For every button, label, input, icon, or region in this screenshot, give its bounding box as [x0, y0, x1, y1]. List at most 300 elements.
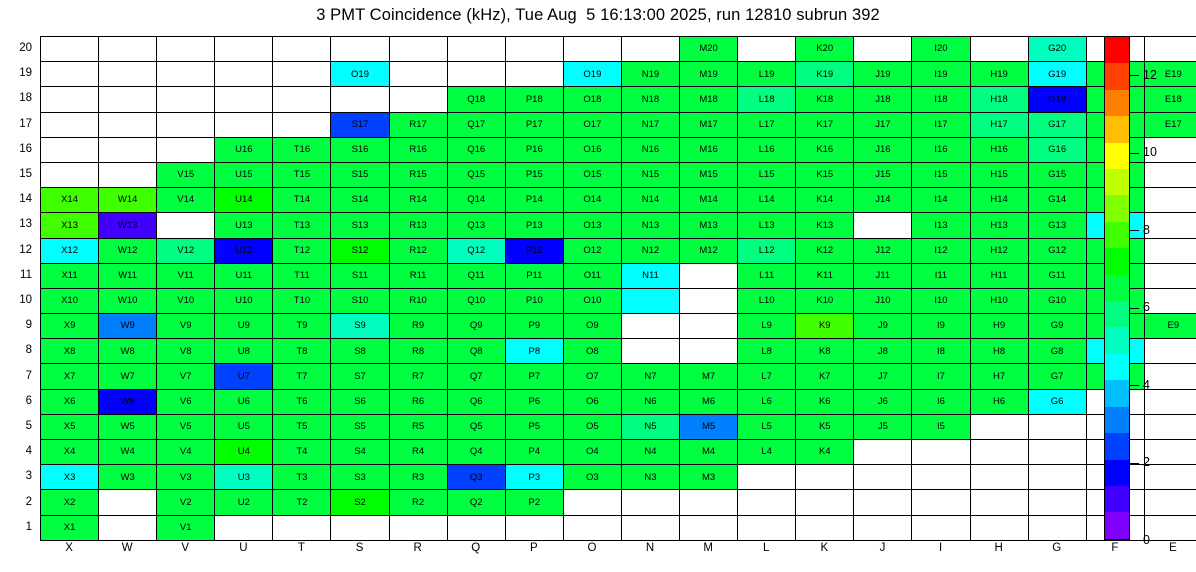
heatmap-cell [970, 465, 1028, 490]
heatmap-cell: T8 [273, 339, 331, 364]
heatmap-cell [738, 37, 796, 62]
heatmap-cell: T15 [273, 162, 331, 187]
x-axis-tick-label: K [820, 542, 829, 554]
heatmap-cell: N5 [621, 414, 679, 439]
y-axis-tick-label: 11 [20, 268, 32, 281]
colorbar-tick-mark [1130, 153, 1139, 154]
colorbar-tick [1130, 300, 1150, 314]
heatmap-cell: X2 [41, 490, 99, 515]
heatmap-cell: H11 [970, 263, 1028, 288]
x-axis-tick-label: J [879, 542, 886, 554]
y-axis-tick-label: 6 [25, 394, 32, 407]
heatmap-row [41, 37, 1196, 62]
y-axis-tick-label: 19 [19, 67, 32, 80]
heatmap-cell [157, 62, 215, 87]
colorbar-segment [1105, 222, 1129, 248]
heatmap-cell: Q13 [447, 213, 505, 238]
heatmap-cell: R12 [389, 238, 447, 263]
heatmap-cell: X8 [41, 339, 99, 364]
heatmap-cell [99, 62, 157, 87]
heatmap-cell: P16 [505, 137, 563, 162]
heatmap-cell: P18 [505, 87, 563, 112]
heatmap-cell: M12 [680, 238, 738, 263]
heatmap-cell [41, 162, 99, 187]
heatmap-cell: S13 [331, 213, 389, 238]
y-axis-tick-label: 17 [19, 117, 32, 130]
colorbar-segment [1105, 248, 1129, 274]
heatmap-cell [99, 37, 157, 62]
heatmap-cell: X4 [41, 440, 99, 465]
y-axis-tick-label: 5 [25, 420, 32, 432]
heatmap-cell [680, 314, 738, 339]
heatmap-cell: M4 [680, 440, 738, 465]
heatmap-cell: P3 [505, 465, 563, 490]
heatmap-cell: V3 [157, 465, 215, 490]
x-axis-tick-label: T [297, 542, 305, 554]
x-axis-tick-label: X [65, 542, 73, 554]
heatmap-cell: T5 [273, 414, 331, 439]
heatmap-cell [680, 515, 738, 540]
heatmap-cell [99, 112, 157, 137]
colorbar-tick-mark [1130, 308, 1139, 309]
heatmap-cell: K13 [796, 213, 854, 238]
heatmap-cell: W10 [99, 288, 157, 313]
heatmap-cell: U11 [215, 263, 273, 288]
heatmap-cell [447, 515, 505, 540]
heatmap-cell: P10 [505, 288, 563, 313]
colorbar-tick [1130, 223, 1150, 237]
heatmap-cell: H6 [970, 389, 1028, 414]
heatmap-cell [99, 490, 157, 515]
heatmap-cell [215, 62, 273, 87]
heatmap-cell: K12 [796, 238, 854, 263]
heatmap-cell: Q18 [447, 87, 505, 112]
heatmap-cell: R9 [389, 314, 447, 339]
heatmap-cell: J9 [854, 314, 912, 339]
heatmap-cell [273, 37, 331, 62]
heatmap-cell: T11 [273, 263, 331, 288]
colorbar-tick-mark [1130, 385, 1139, 386]
heatmap-cell: W14 [99, 188, 157, 213]
heatmap-cell: L18 [738, 87, 796, 112]
y-axis-tick-label: 10 [19, 294, 32, 306]
heatmap-cell: O12 [563, 238, 621, 263]
heatmap-cell: E17 [1144, 112, 1196, 137]
y-axis-labels [0, 36, 36, 540]
heatmap-cell: O11 [563, 263, 621, 288]
heatmap-cell: X9 [41, 314, 99, 339]
heatmap-cell: X1 [41, 515, 99, 540]
colorbar-tick [1130, 145, 1157, 159]
heatmap-cell: O3 [563, 465, 621, 490]
heatmap-cell: J11 [854, 263, 912, 288]
heatmap-cell: O5 [563, 414, 621, 439]
heatmap-row [41, 263, 1196, 288]
heatmap-cell: G14 [1028, 188, 1086, 213]
heatmap-cell [680, 490, 738, 515]
heatmap-cell [389, 62, 447, 87]
colorbar-tick-value: 12 [1143, 67, 1157, 82]
heatmap-cell: J15 [854, 162, 912, 187]
heatmap-cell: O13 [563, 213, 621, 238]
heatmap-cell: O18 [563, 87, 621, 112]
heatmap-cell: R16 [389, 137, 447, 162]
heatmap-cell: S16 [331, 137, 389, 162]
heatmap-row [41, 515, 1196, 540]
heatmap-cell: N12 [621, 238, 679, 263]
heatmap-cell: T16 [273, 137, 331, 162]
heatmap-cell: X11 [41, 263, 99, 288]
heatmap-cell [680, 339, 738, 364]
heatmap-cell [41, 112, 99, 137]
heatmap-cell: M18 [680, 87, 738, 112]
heatmap-cell [621, 288, 679, 313]
heatmap-row [41, 288, 1196, 313]
heatmap-cell [157, 137, 215, 162]
heatmap-cell [389, 515, 447, 540]
heatmap-cell: K14 [796, 188, 854, 213]
colorbar-tick-mark [1130, 540, 1139, 541]
heatmap-cell: W3 [99, 465, 157, 490]
heatmap-cell: I20 [912, 37, 970, 62]
heatmap-cell: I14 [912, 188, 970, 213]
heatmap-cell: T12 [273, 238, 331, 263]
heatmap-cell: P2 [505, 490, 563, 515]
heatmap-cell: M3 [680, 465, 738, 490]
heatmap-cell: V4 [157, 440, 215, 465]
heatmap-cell: X13 [41, 213, 99, 238]
colorbar-segment [1105, 90, 1129, 116]
heatmap-cell [738, 490, 796, 515]
heatmap-cell: P4 [505, 440, 563, 465]
heatmap-cell [854, 213, 912, 238]
heatmap-cell: I9 [912, 314, 970, 339]
colorbar-segment [1105, 169, 1129, 195]
x-axis-tick-label: F [1111, 542, 1119, 554]
heatmap-cell: R13 [389, 213, 447, 238]
heatmap-cell: U14 [215, 188, 273, 213]
heatmap-cell: H19 [970, 62, 1028, 87]
colorbar-tick-value: 0 [1143, 533, 1150, 547]
heatmap-cell: X10 [41, 288, 99, 313]
y-axis-tick-label: 13 [19, 218, 32, 231]
heatmap-cell: H18 [970, 87, 1028, 112]
heatmap-cell: U3 [215, 465, 273, 490]
heatmap-cell: I8 [912, 339, 970, 364]
colorbar-segment [1105, 327, 1129, 353]
heatmap-cell [912, 440, 970, 465]
colorbar-segment [1105, 301, 1129, 327]
heatmap-cell: S3 [331, 465, 389, 490]
heatmap-cell: O10 [563, 288, 621, 313]
heatmap-cell: Q12 [447, 238, 505, 263]
heatmap-cell: I17 [912, 112, 970, 137]
y-axis-tick-label: 4 [25, 445, 32, 458]
heatmap-cell: L16 [738, 137, 796, 162]
heatmap-cell: S9 [331, 314, 389, 339]
heatmap-cell: T2 [273, 490, 331, 515]
heatmap-cell: L12 [738, 238, 796, 263]
colorbar-tick [1130, 455, 1150, 469]
heatmap-cell: M19 [680, 62, 738, 87]
heatmap-row [41, 62, 1196, 87]
heatmap-cell: R5 [389, 414, 447, 439]
heatmap-cell [1028, 440, 1086, 465]
heatmap-cell: Q8 [447, 339, 505, 364]
heatmap-row [41, 112, 1196, 137]
heatmap-cell: M20 [680, 37, 738, 62]
heatmap-row [41, 314, 1196, 339]
chart-title: 3 PMT Coincidence (kHz), Tue Aug 5 16:13:00 2025, run 12810 subrun 392 [316, 6, 880, 24]
heatmap-cell: W11 [99, 263, 157, 288]
heatmap-cell: T4 [273, 440, 331, 465]
heatmap-cell: O9 [563, 314, 621, 339]
y-axis-tick-label: 2 [25, 495, 32, 508]
heatmap-cell: J8 [854, 339, 912, 364]
heatmap-cell: M14 [680, 188, 738, 213]
heatmap-cell: R2 [389, 490, 447, 515]
heatmap-cell: Q7 [447, 364, 505, 389]
heatmap-cell [680, 288, 738, 313]
heatmap-cell: V5 [157, 414, 215, 439]
heatmap-cell: N16 [621, 137, 679, 162]
heatmap-cell: M7 [680, 364, 738, 389]
heatmap-cell: T10 [273, 288, 331, 313]
heatmap-cell: R4 [389, 440, 447, 465]
heatmap-cell: R17 [389, 112, 447, 137]
heatmap-cell: R14 [389, 188, 447, 213]
heatmap-cell: M6 [680, 389, 738, 414]
heatmap-cell [854, 37, 912, 62]
heatmap-cell: I11 [912, 263, 970, 288]
heatmap-cell: H17 [970, 112, 1028, 137]
heatmap-cell: J17 [854, 112, 912, 137]
heatmap-cell: N4 [621, 440, 679, 465]
colorbar-tick-value: 10 [1143, 145, 1157, 160]
heatmap-cell [854, 490, 912, 515]
heatmap-cell: G20 [1028, 37, 1086, 62]
heatmap-cell: N15 [621, 162, 679, 187]
heatmap-cell: G6 [1028, 389, 1086, 414]
heatmap-cell: H10 [970, 288, 1028, 313]
heatmap-cell: J14 [854, 188, 912, 213]
heatmap-cell: U7 [215, 364, 273, 389]
heatmap-cell [796, 490, 854, 515]
heatmap-cell [41, 87, 99, 112]
heatmap-cell: I10 [912, 288, 970, 313]
heatmap-cell: K16 [796, 137, 854, 162]
heatmap-cell: O14 [563, 188, 621, 213]
heatmap-cell [854, 465, 912, 490]
heatmap-cell: M16 [680, 137, 738, 162]
heatmap-cell: W5 [99, 414, 157, 439]
heatmap-cell: K10 [796, 288, 854, 313]
heatmap-cell [505, 515, 563, 540]
colorbar-tick-value: 6 [1143, 300, 1150, 315]
heatmap-cell: P13 [505, 213, 563, 238]
heatmap-cell [621, 515, 679, 540]
heatmap-cell: S17 [331, 112, 389, 137]
heatmap-cell: S7 [331, 364, 389, 389]
heatmap-cell: H12 [970, 238, 1028, 263]
heatmap-cell [796, 465, 854, 490]
heatmap-cell: H15 [970, 162, 1028, 187]
heatmap-cell: P17 [505, 112, 563, 137]
x-axis-tick-label: O [587, 542, 597, 554]
heatmap-cell [1028, 515, 1086, 540]
heatmap-cell [215, 87, 273, 112]
heatmap-cell: X5 [41, 414, 99, 439]
heatmap-cell: V15 [157, 162, 215, 187]
heatmap-cell: G16 [1028, 137, 1086, 162]
heatmap-cell [99, 87, 157, 112]
heatmap-cell [970, 414, 1028, 439]
heatmap-cell [621, 37, 679, 62]
heatmap-cell: K18 [796, 87, 854, 112]
heatmap-plot-area [40, 36, 1182, 540]
heatmap-row [41, 213, 1196, 238]
heatmap-cell: Q11 [447, 263, 505, 288]
colorbar-tick [1130, 533, 1150, 547]
y-axis-tick-label: 18 [19, 92, 32, 105]
colorbar-segment [1105, 407, 1129, 433]
heatmap-cell: V1 [157, 515, 215, 540]
heatmap-cell: T13 [273, 213, 331, 238]
x-axis-tick-label: V [181, 542, 190, 554]
y-axis-tick-label: 7 [25, 369, 32, 382]
heatmap-cell: T7 [273, 364, 331, 389]
heatmap-cell [157, 213, 215, 238]
colorbar-segment [1105, 380, 1129, 406]
colorbar-tick-value: 2 [1143, 455, 1150, 470]
heatmap-cell: O8 [563, 339, 621, 364]
heatmap-cell [273, 62, 331, 87]
heatmap-cell: O4 [563, 440, 621, 465]
colorbar-segment [1105, 354, 1129, 380]
heatmap-cell: R6 [389, 389, 447, 414]
heatmap-cell: L6 [738, 389, 796, 414]
heatmap-cell: G17 [1028, 112, 1086, 137]
heatmap-cell: L13 [738, 213, 796, 238]
heatmap-cell: N6 [621, 389, 679, 414]
heatmap-cell: Q16 [447, 137, 505, 162]
heatmap-grid [40, 36, 1196, 541]
heatmap-cell [912, 515, 970, 540]
heatmap-cell: K15 [796, 162, 854, 187]
heatmap-cell [563, 490, 621, 515]
heatmap-cell: W8 [99, 339, 157, 364]
heatmap-cell [41, 62, 99, 87]
heatmap-row [41, 238, 1196, 263]
heatmap-cell: K5 [796, 414, 854, 439]
heatmap-cell [738, 515, 796, 540]
colorbar-tick-value: 4 [1143, 377, 1150, 392]
heatmap-cell: M5 [680, 414, 738, 439]
heatmap-cell: H8 [970, 339, 1028, 364]
heatmap-cell: S11 [331, 263, 389, 288]
y-axis-tick-label: 1 [25, 520, 32, 533]
heatmap-cell [1028, 414, 1086, 439]
heatmap-cell: S5 [331, 414, 389, 439]
heatmap-cell: N19 [621, 62, 679, 87]
heatmap-cell: G8 [1028, 339, 1086, 364]
y-axis-tick-label: 14 [19, 193, 32, 206]
y-axis-tick-label: 9 [25, 319, 32, 332]
heatmap-cell: U9 [215, 314, 273, 339]
heatmap-cell: S6 [331, 389, 389, 414]
colorbar-segment [1105, 195, 1129, 221]
heatmap-cell: L14 [738, 188, 796, 213]
colorbar-tick-mark [1130, 463, 1139, 464]
heatmap-cell: W4 [99, 440, 157, 465]
heatmap-cell: S4 [331, 440, 389, 465]
heatmap-cell: H13 [970, 213, 1028, 238]
x-axis-tick-label: H [994, 542, 1003, 554]
heatmap-cell [389, 87, 447, 112]
heatmap-cell: X7 [41, 364, 99, 389]
heatmap-cell: T14 [273, 188, 331, 213]
heatmap-cell: J5 [854, 414, 912, 439]
colorbar-tick-value: 8 [1143, 222, 1150, 237]
heatmap-cell: S2 [331, 490, 389, 515]
heatmap-cell [157, 87, 215, 112]
heatmap-cell: R7 [389, 364, 447, 389]
heatmap-cell: I5 [912, 414, 970, 439]
heatmap-cell: P7 [505, 364, 563, 389]
heatmap-cell: R15 [389, 162, 447, 187]
heatmap-cell: G9 [1028, 314, 1086, 339]
heatmap-cell [157, 112, 215, 137]
heatmap-cell: X3 [41, 465, 99, 490]
colorbar-segment [1105, 116, 1129, 142]
heatmap-cell [41, 37, 99, 62]
x-axis-tick-label: Q [471, 542, 481, 554]
heatmap-cell: Q17 [447, 112, 505, 137]
heatmap-cell: R8 [389, 339, 447, 364]
heatmap-cell: L19 [738, 62, 796, 87]
colorbar-segment [1105, 460, 1129, 486]
heatmap-cell: U15 [215, 162, 273, 187]
heatmap-cell: G10 [1028, 288, 1086, 313]
heatmap-cell: L11 [738, 263, 796, 288]
heatmap-cell: L7 [738, 364, 796, 389]
heatmap-cell: S14 [331, 188, 389, 213]
heatmap-cell [970, 37, 1028, 62]
heatmap-cell [273, 112, 331, 137]
heatmap-cell [505, 62, 563, 87]
heatmap-cell: Q10 [447, 288, 505, 313]
heatmap-cell: Q3 [447, 465, 505, 490]
heatmap-cell: G18 [1028, 87, 1086, 112]
heatmap-cell: K20 [796, 37, 854, 62]
heatmap-cell: N14 [621, 188, 679, 213]
heatmap-cell: X14 [41, 188, 99, 213]
heatmap-cell: K8 [796, 339, 854, 364]
heatmap-cell [389, 37, 447, 62]
heatmap-cell: V10 [157, 288, 215, 313]
heatmap-cell: O19 [563, 62, 621, 87]
heatmap-cell: U6 [215, 389, 273, 414]
heatmap-cell: K9 [796, 314, 854, 339]
heatmap-cell: L5 [738, 414, 796, 439]
heatmap-cell: V14 [157, 188, 215, 213]
x-axis-tick-label: E [1169, 542, 1177, 554]
heatmap-cell: E9 [1144, 314, 1196, 339]
heatmap-cell [680, 263, 738, 288]
heatmap-cell: S15 [331, 162, 389, 187]
heatmap-cell: V2 [157, 490, 215, 515]
y-axis-tick-label: 15 [19, 168, 32, 180]
